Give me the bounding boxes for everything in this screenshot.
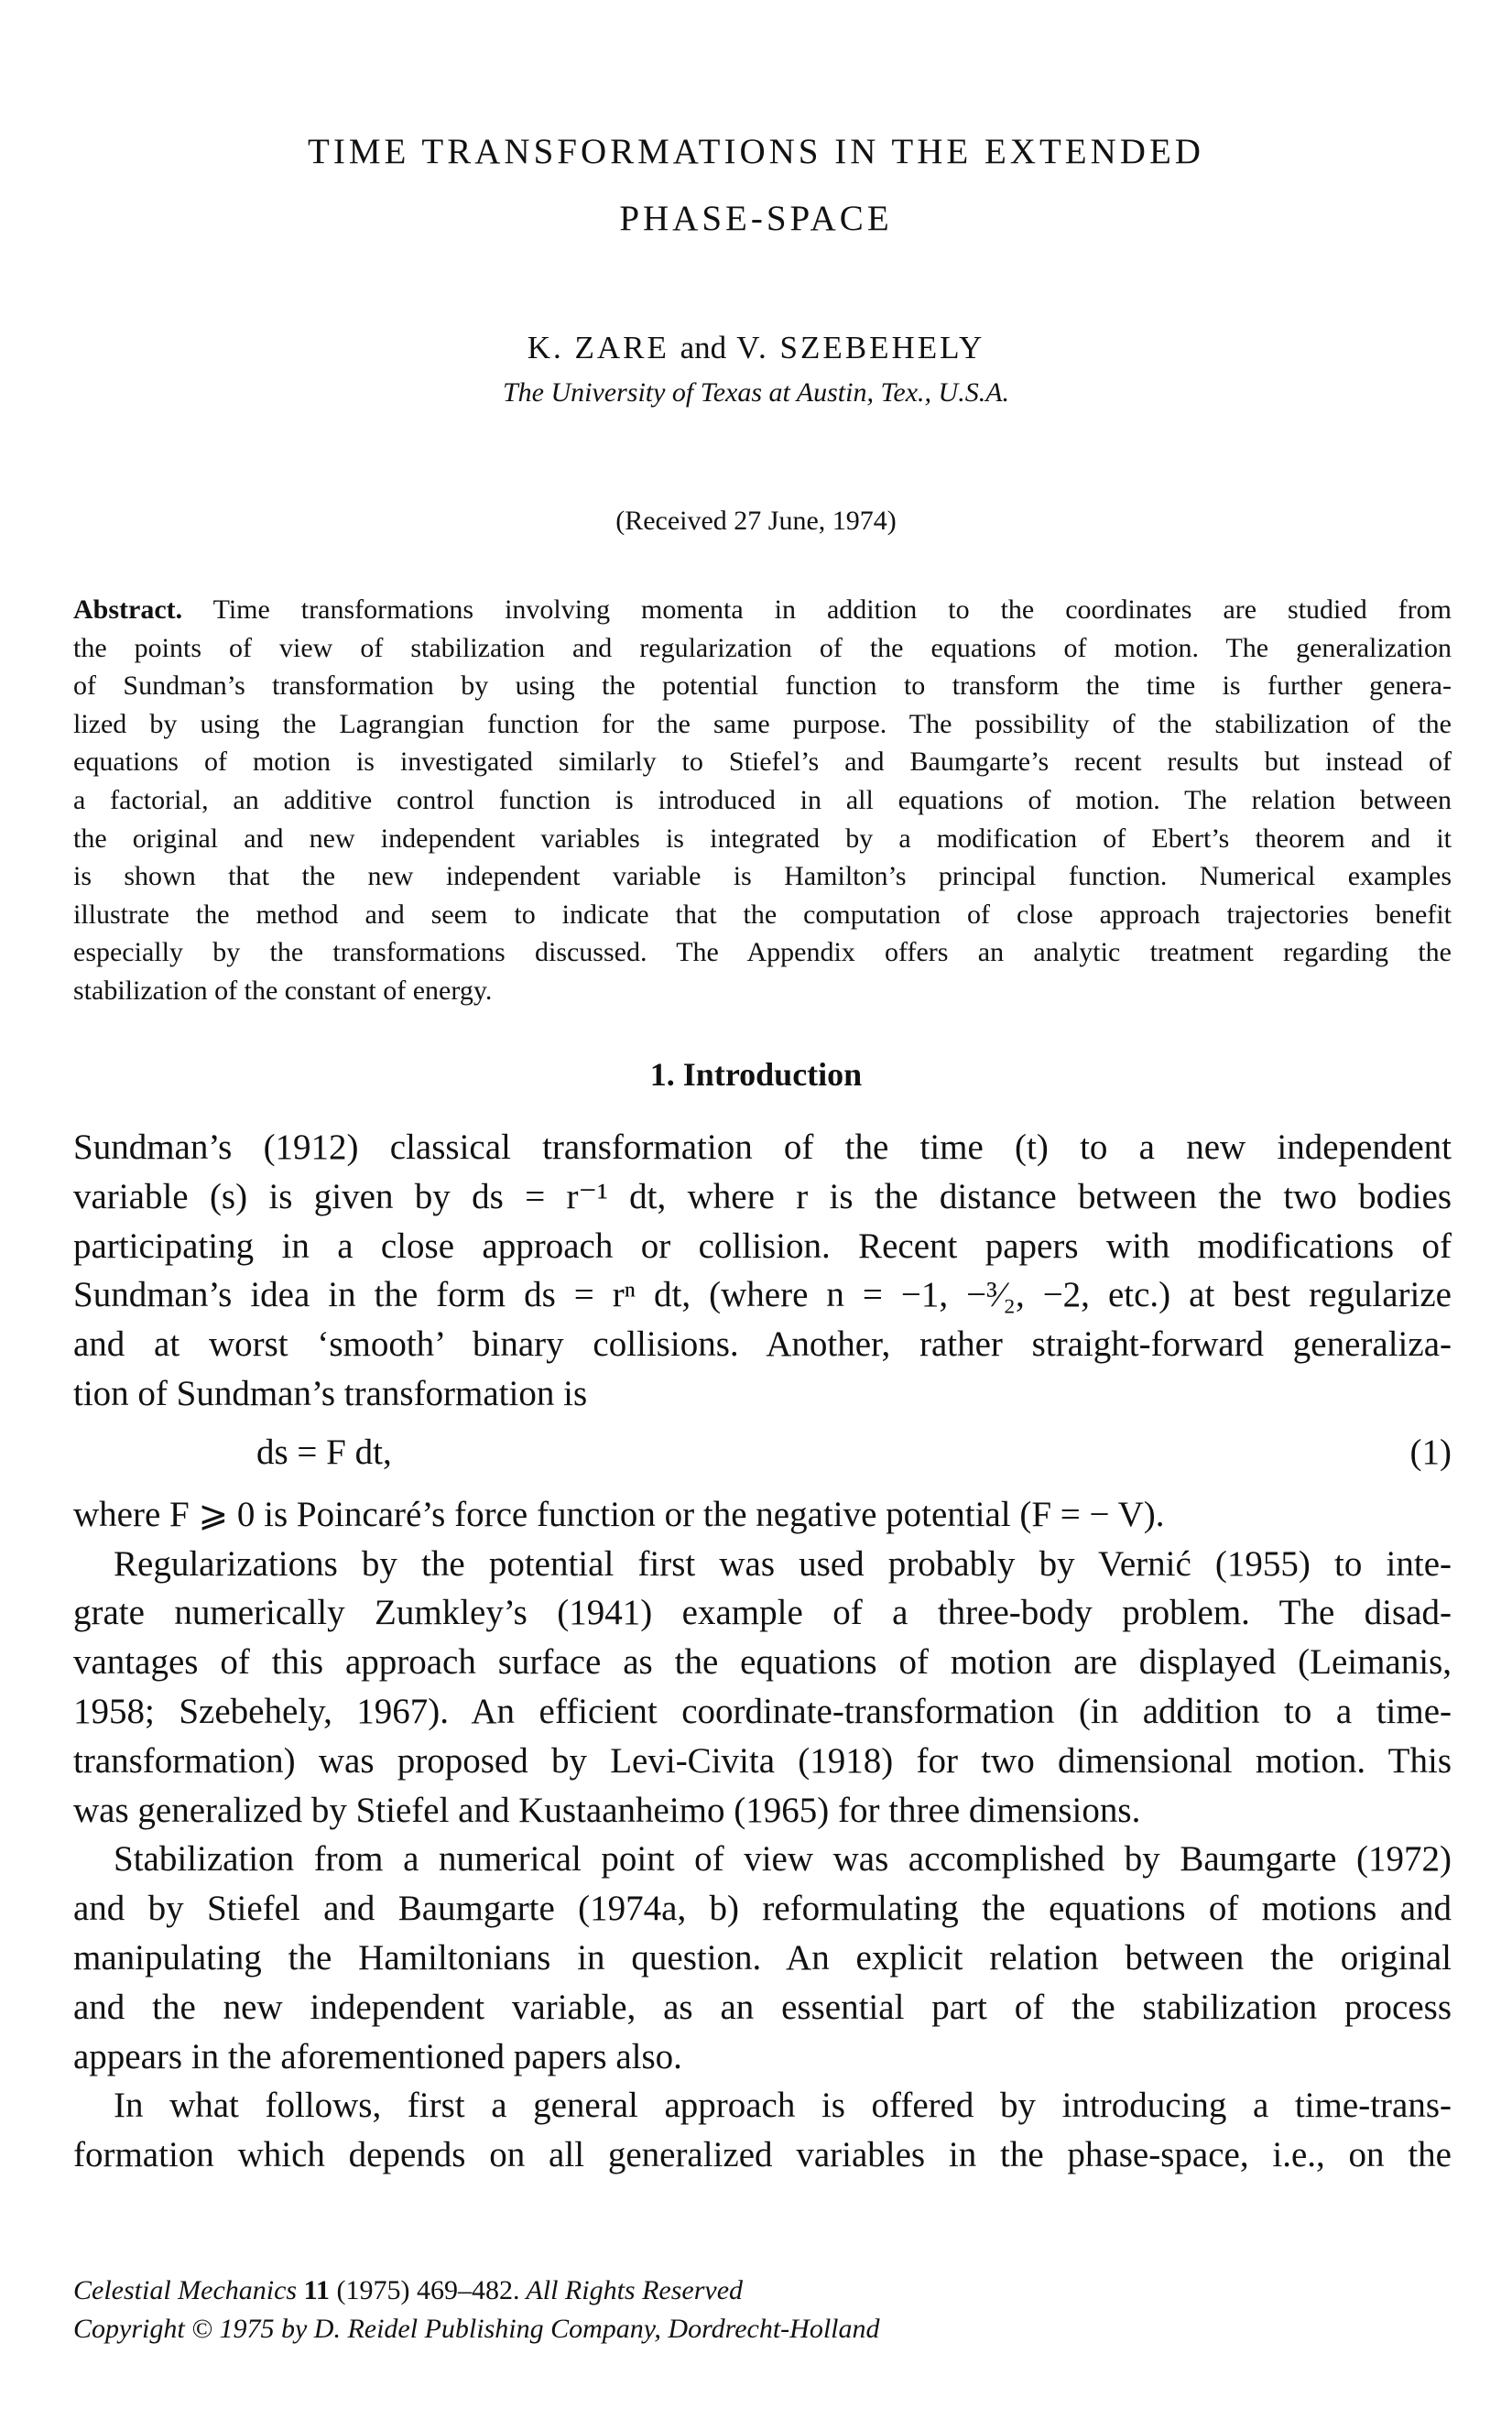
abstract-line: the original and new independent variables is integrated by a modification of Ebert’s theorem and it xyxy=(73,823,1452,854)
abstract-line: the points of view of stabilization and regularization of the equations of motion. The generalization xyxy=(73,632,1452,663)
section-body xyxy=(73,1123,1452,2180)
footer-volume: 11 xyxy=(303,2275,330,2305)
paragraph-line: was generalized by Stiefel and Kustaanheimo (1965) for three dimensions. xyxy=(73,1790,1141,1830)
paragraph-line: grate numerically Zumkley’s (1941) example of a three-body problem. The disad- xyxy=(73,1593,1452,1633)
abstract-line: lized by using the Lagrangian function for the same purpose. The possibility of the stabilization of the xyxy=(73,708,1452,739)
abstract-line: stabilization of the constant of energy. xyxy=(73,975,493,1006)
abstract-label: Abstract. xyxy=(73,594,183,625)
paragraph-line: participating in a close approach or collision. Recent papers with modifications of xyxy=(73,1226,1452,1266)
paragraph-line: formation which depends on all generalized variables in the phase-space, i.e., on the xyxy=(73,2135,1452,2175)
paragraph-line: variable (s) is given by ds = r⁻¹ dt, where r is the distance between the two bodies xyxy=(73,1176,1452,1216)
paragraph-line: Regularizations by the potential first was used probably by Vernić (1955) to inte- xyxy=(114,1543,1452,1584)
section-heading-introduction: 1. Introduction xyxy=(649,1056,863,1093)
paragraph-line: Sundman’s idea in the form ds = rⁿ dt, (where n = −1, −³⁄₂, −2, etc.) at best regularize xyxy=(73,1275,1452,1315)
abstract-line: equations of motion is investigated similarly to Stiefel’s and Baumgarte’s recent results but instead of xyxy=(73,746,1452,778)
paper-title-line-2: PHASE-SPACE xyxy=(619,199,893,238)
paragraph-line: and by Stiefel and Baumgarte (1974a, b) reformulating the equations of motions and xyxy=(73,1889,1452,1929)
abstract-line: especially by the transformations discussed. The Appendix offers an analytic treatment regarding the xyxy=(73,937,1452,968)
paragraph-line: and the new independent variable, as an essential part of the stabilization process xyxy=(73,1987,1452,2027)
paragraph-line: Stabilization from a numerical point of view was accomplished by Baumgarte (1972) xyxy=(114,1839,1452,1880)
abstract-line: is shown that the new independent variable is Hamilton’s principal function. Numerical examples xyxy=(73,861,1452,892)
paragraph-line: In what follows, first a general approach is offered by introducing a time-trans- xyxy=(114,2086,1452,2126)
abstract-line: illustrate the method and seem to indicate that the computation of close approach trajectories benefit xyxy=(73,899,1452,930)
equation-expression: ds = F dt, xyxy=(256,1432,392,1472)
paragraph-line: transformation) was proposed by Levi-Civita (1918) for two dimensional motion. This xyxy=(73,1740,1452,1781)
paper-title-line-1: TIME TRANSFORMATIONS IN THE EXTENDED xyxy=(308,132,1204,171)
footer-pages: (1975) 469–482. xyxy=(336,2275,520,2305)
paragraph-line: Sundman’s (1912) classical transformation of the time (t) to a new independent xyxy=(73,1128,1452,1167)
paragraph-line: appears in the aforementioned papers also. xyxy=(73,2036,682,2076)
author-and: and xyxy=(680,330,727,365)
received-date: (Received 27 June, 1974) xyxy=(615,506,897,536)
paragraph-line: vantages of this approach surface as the equations of motion are displayed (Leimanis, xyxy=(73,1642,1452,1683)
affiliation: The University of Texas at Austin, Tex., U.S.A. xyxy=(502,377,1010,408)
paragraph-line: where F ⩾ 0 is Poincaré’s force function or the negative potential (F = − V). xyxy=(73,1494,1165,1534)
equation-number: (1) xyxy=(1409,1432,1452,1472)
footer-copyright: Copyright © 1975 by D. Reidel Publishing Company, Dordrecht-Holland xyxy=(73,2314,880,2344)
page-footer xyxy=(73,2272,1452,2348)
author-2: V. SZEBEHELY xyxy=(736,330,985,365)
abstract xyxy=(73,591,1452,1010)
abstract-line: a factorial, an additive control function is introduced in all equations of motion. The relation between xyxy=(73,784,1452,815)
abstract-line: of Sundman’s transformation by using the potential function to transform the time is further genera- xyxy=(73,670,1452,702)
paragraph-line: tion of Sundman’s transformation is xyxy=(73,1373,588,1413)
footer-citation xyxy=(73,2272,1452,2310)
footer-journal: Celestial Mechanics xyxy=(73,2275,298,2305)
paragraph-line: manipulating the Hamiltonians in question. An explicit relation between the original xyxy=(73,1937,1452,1978)
abstract-line: Abstract. Time transformations involving momenta in addition to the coordinates are studied from xyxy=(73,594,1452,625)
footer-rights: All Rights Reserved xyxy=(526,2275,744,2305)
equation-1 xyxy=(73,1419,1452,1490)
paragraph-line: 1958; Szebehely, 1967). An efficient coordinate-transformation (in addition to a time- xyxy=(73,1691,1452,1731)
authors xyxy=(0,330,1512,366)
paragraph-line: and at worst ‘smooth’ binary collisions. Another, rather straight-forward generaliza- xyxy=(73,1324,1452,1365)
author-1: K. ZARE xyxy=(527,330,669,365)
